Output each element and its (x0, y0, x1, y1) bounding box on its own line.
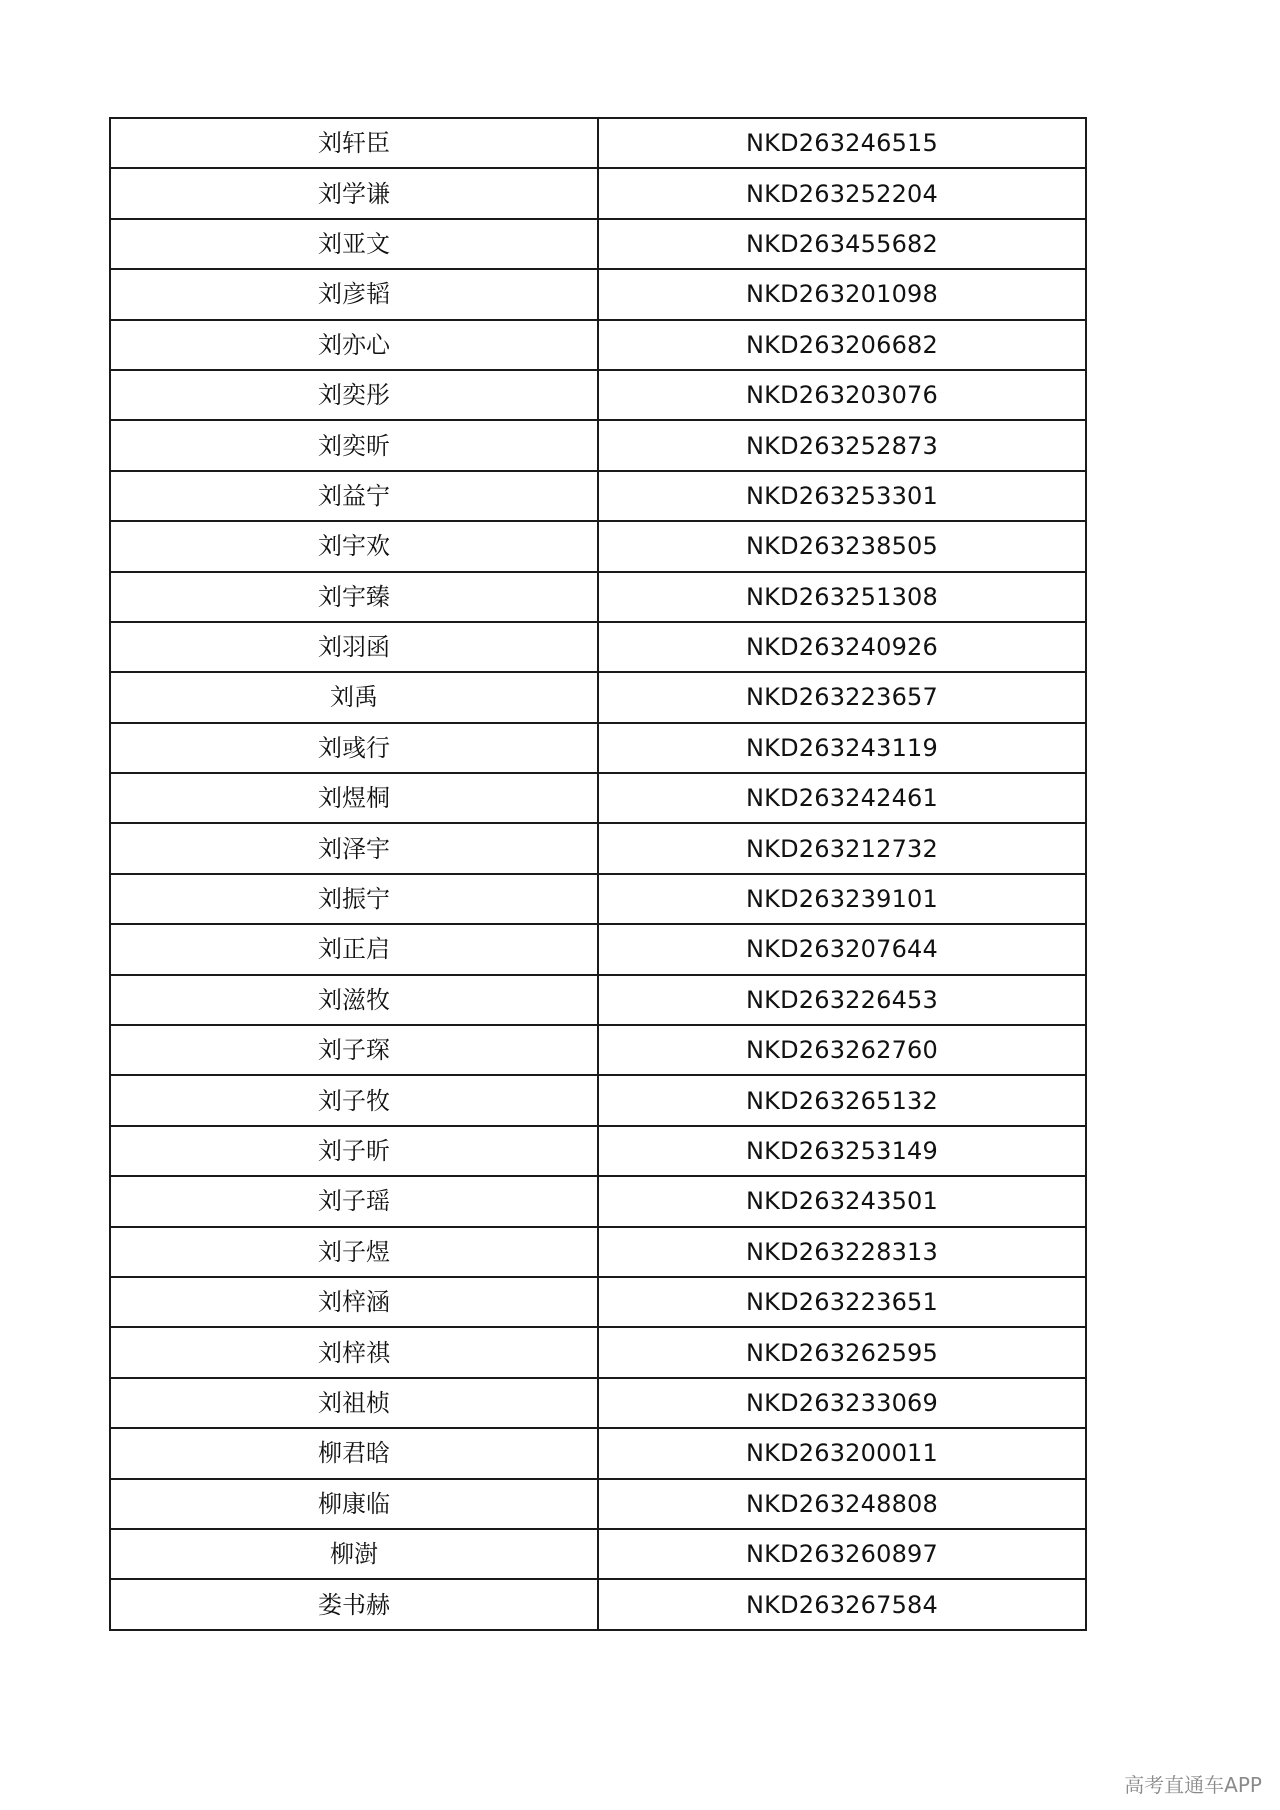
table-row (110, 1529, 1086, 1579)
id-cell: NKD263248808 (598, 1479, 1086, 1529)
id-cell: NKD263267584 (598, 1579, 1086, 1629)
name-cell: 刘煜桐 (110, 773, 598, 823)
id-cell: NKD263233069 (598, 1378, 1086, 1428)
id-cell: NKD263246515 (598, 118, 1086, 168)
id-cell: NKD263253149 (598, 1126, 1086, 1176)
table-row (110, 420, 1086, 470)
table-row (110, 1176, 1086, 1226)
table-row (110, 672, 1086, 722)
id-cell: NKD263206682 (598, 320, 1086, 370)
table-row (110, 370, 1086, 420)
name-cell: 刘宇臻 (110, 572, 598, 622)
name-cell: 刘泽宇 (110, 823, 598, 873)
table-row (110, 975, 1086, 1025)
id-cell: NKD263260897 (598, 1529, 1086, 1579)
table-row (110, 471, 1086, 521)
name-cell: 娄书赫 (110, 1579, 598, 1629)
table-row (110, 622, 1086, 672)
name-cell: 刘禹 (110, 672, 598, 722)
name-cell: 刘梓祺 (110, 1327, 598, 1377)
id-cell: NKD263238505 (598, 521, 1086, 571)
name-cell: 刘学谦 (110, 168, 598, 218)
name-cell: 刘亚文 (110, 219, 598, 269)
name-cell: 刘祖桢 (110, 1378, 598, 1428)
table-row (110, 1579, 1086, 1629)
id-cell: NKD263223651 (598, 1277, 1086, 1327)
table-row (110, 773, 1086, 823)
table-row (110, 219, 1086, 269)
name-cell: 刘彧行 (110, 723, 598, 773)
id-cell: NKD263252204 (598, 168, 1086, 218)
table-row (110, 118, 1086, 168)
table-row (110, 1126, 1086, 1176)
table-row (110, 168, 1086, 218)
table-row (110, 1025, 1086, 1075)
name-cell: 刘奕昕 (110, 420, 598, 470)
name-cell: 刘彦韬 (110, 269, 598, 319)
name-cell: 刘奕彤 (110, 370, 598, 420)
id-cell: NKD263262595 (598, 1327, 1086, 1377)
name-cell: 刘亦心 (110, 320, 598, 370)
id-cell: NKD263240926 (598, 622, 1086, 672)
name-cell: 刘子琛 (110, 1025, 598, 1075)
name-cell: 刘子昕 (110, 1126, 598, 1176)
name-cell: 刘羽函 (110, 622, 598, 672)
table-row (110, 1327, 1086, 1377)
id-cell: NKD263242461 (598, 773, 1086, 823)
id-cell: NKD263455682 (598, 219, 1086, 269)
table-row (110, 1479, 1086, 1529)
table-row (110, 269, 1086, 319)
table-row (110, 1428, 1086, 1478)
watermark-text: 高考直通车APP (1124, 1773, 1262, 1797)
id-cell: NKD263226453 (598, 975, 1086, 1025)
table-row (110, 320, 1086, 370)
name-cell: 柳澍 (110, 1529, 598, 1579)
id-cell: NKD263207644 (598, 924, 1086, 974)
id-cell: NKD263243119 (598, 723, 1086, 773)
id-cell: NKD263243501 (598, 1176, 1086, 1226)
roster-table (109, 117, 1087, 1631)
name-cell: 刘正启 (110, 924, 598, 974)
id-cell: NKD263251308 (598, 572, 1086, 622)
id-cell: NKD263265132 (598, 1075, 1086, 1125)
table-row (110, 874, 1086, 924)
name-cell: 刘梓涵 (110, 1277, 598, 1327)
id-cell: NKD263201098 (598, 269, 1086, 319)
name-cell: 刘益宁 (110, 471, 598, 521)
table-row (110, 924, 1086, 974)
name-cell: 刘子瑶 (110, 1176, 598, 1226)
table-row (110, 521, 1086, 571)
table-row (110, 1378, 1086, 1428)
id-cell: NKD263239101 (598, 874, 1086, 924)
name-cell: 柳君晗 (110, 1428, 598, 1478)
roster-table-body (110, 118, 1086, 1630)
table-row (110, 1277, 1086, 1327)
id-cell: NKD263203076 (598, 370, 1086, 420)
table-row (110, 572, 1086, 622)
table-row (110, 1227, 1086, 1277)
name-cell: 刘子煜 (110, 1227, 598, 1277)
name-cell: 刘振宁 (110, 874, 598, 924)
id-cell: NKD263262760 (598, 1025, 1086, 1075)
id-cell: NKD263200011 (598, 1428, 1086, 1478)
table-row (110, 1075, 1086, 1125)
table-row (110, 723, 1086, 773)
id-cell: NKD263212732 (598, 823, 1086, 873)
name-cell: 柳康临 (110, 1479, 598, 1529)
id-cell: NKD263252873 (598, 420, 1086, 470)
name-cell: 刘子牧 (110, 1075, 598, 1125)
name-cell: 刘轩臣 (110, 118, 598, 168)
table-row (110, 823, 1086, 873)
id-cell: NKD263223657 (598, 672, 1086, 722)
id-cell: NKD263253301 (598, 471, 1086, 521)
name-cell: 刘滋牧 (110, 975, 598, 1025)
name-cell: 刘宇欢 (110, 521, 598, 571)
id-cell: NKD263228313 (598, 1227, 1086, 1277)
